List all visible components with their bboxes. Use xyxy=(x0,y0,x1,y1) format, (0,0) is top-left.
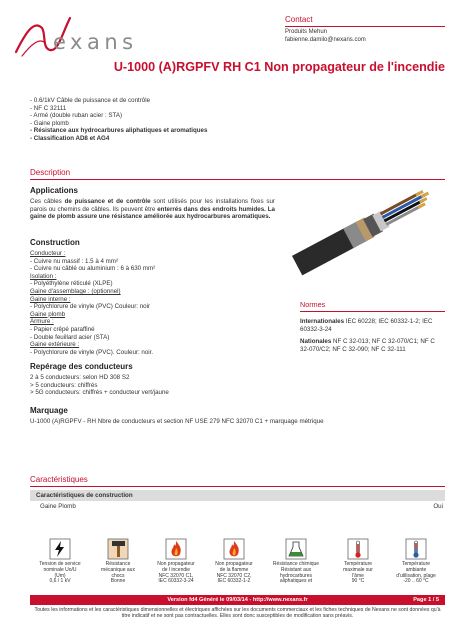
normes-box xyxy=(300,300,445,353)
row-label: Gaine Plomb xyxy=(40,503,76,510)
normes-internationales: Internationales IEC 60228; IEC 60332-1-2; IEC 60332-3-24 xyxy=(300,318,433,333)
contact-title: Contact xyxy=(285,15,313,24)
icon-cell-incendie: Non propagateur de l incendie NFC 32070 C1, IEC 60332-3-24 xyxy=(150,538,202,585)
footer-bar xyxy=(30,595,445,605)
flame-icon xyxy=(223,538,245,560)
applications-text: Ces câbles de puissance et de contrôle sont utilisés pour les installations fixes sur parois ou chemins de câbles. Ils peuvent être enterrés dans des endroits humides. La gaine de plomb assure une résistance améliorée aux hydrocarbures aromatiques. xyxy=(30,198,275,221)
disclaimer: Toutes les informations et les caractéristiques dimensionnelles et électriques affichées sur les documents commerciaux et les fiches techniques de Nexans ne sont données qu'à titre indicatif et ne sont pas contractuelles. Elles sont donc susceptibles de modification sans préavis. xyxy=(34,607,441,620)
contact-email[interactable]: fabienne.damilo@nexans.com xyxy=(285,36,366,43)
icon-cell-flamme: Non propagateur de la flamme NFC 32070 C2, IEC 60332-1-2 xyxy=(208,538,260,585)
caracteristiques-section-title: Caractéristiques xyxy=(30,475,88,484)
marquage-text: U-1000 (A)RGPFV - RH Nbre de conducteurs et section NF USE 279 NFC 32070 C1 + marquage métrique xyxy=(30,418,324,425)
footer-version[interactable]: Version fd4 Généré le 09/03/14 - http://www.nexans.fr xyxy=(167,597,308,603)
feature-item: - Armé (double ruban acier : STA) xyxy=(30,112,123,120)
feature-item: - 0.6/1kV Câble de puissance et de contrôle xyxy=(30,97,151,104)
icon-cell-chimique: Résistance chimique Résistant aux hydrocarbures aliphatiques et xyxy=(270,538,322,585)
feature-item: - Résistance aux hydrocarbures aliphatiques et aromatiques xyxy=(30,127,208,135)
icon-cell-chocs: Résistance mécanique aux chocs Bonne xyxy=(92,538,144,585)
feature-item: - Classification AD8 et AG4 xyxy=(30,134,110,142)
description-section-title: Description xyxy=(30,168,71,177)
thermometer-range-icon xyxy=(405,538,427,560)
normes-title: Normes xyxy=(300,300,326,309)
icons-band xyxy=(30,538,445,594)
caracteristiques-divider xyxy=(30,486,445,487)
logo-text: exans xyxy=(53,30,138,54)
lightning-icon xyxy=(49,538,71,560)
applications-title: Applications xyxy=(30,186,79,195)
feature-list xyxy=(30,97,330,143)
normes-nationales: Nationales NF C 32-013; NF C 32-070/C1; NF C 32-070/C2; NF C 32-090; NF C 32-111 xyxy=(300,338,435,353)
contact-box xyxy=(285,15,445,44)
marquage-title: Marquage xyxy=(30,406,68,415)
product-title: U-1000 (A)RGPFV RH C1 Non propagateur de l'incendie xyxy=(113,60,445,74)
feature-item: - Gaine plomb xyxy=(30,119,69,127)
icon-cell-temp-max: Température maximale sur l'âme 90 °C xyxy=(332,538,384,585)
caracteristiques-row xyxy=(30,503,445,510)
hammer-icon xyxy=(107,538,129,560)
page-number: Page 1 / 5 xyxy=(413,597,439,603)
reperage-list: 2 à 5 conducteurs: selon HD 308 S2 > 5 conducteurs: chiffrés > 5G conducteurs: chiffrés + conducteur vert/jaune xyxy=(30,374,169,397)
contact-company: Produits Mehun xyxy=(285,29,328,35)
feature-item: - NF C 32111 xyxy=(30,104,67,112)
reperage-title: Repérage des conducteurs xyxy=(30,362,133,371)
icon-cell-tension: Tension de service nominale Uo/U (Um) 0,6 / 1 kV xyxy=(34,538,86,585)
thermometer-hot-icon xyxy=(347,538,369,560)
flame-icon xyxy=(165,538,187,560)
construction-list: Conducteur : - Cuivre nu massif : 1.5 à 4 mm² - Cuivre nu câblé ou aluminium : 6 à 630 mm² Isolation : - Polyéthylène réticulé (XLPE) Gaine d'assemblage : (optionnel) Gaine interne : - Polychlorure de vinyle (PVC) Couleur: noir Gaine plomb Armure : - Papier crêpé paraffiné - Double feuillard acier (STA) Gaine extérieure : - Polychlorure de vinyle (PVC). Couleur: noir. xyxy=(30,250,156,356)
icon-cell-temp-ambiante: Température ambiante d'utilisation, plage -20 .. 60 °C xyxy=(390,538,442,585)
contact-divider xyxy=(285,26,445,27)
row-value: Oui xyxy=(433,503,443,510)
caracteristiques-header: Caractéristiques de construction xyxy=(30,490,445,501)
chemical-icon xyxy=(285,538,307,560)
construction-title: Construction xyxy=(30,238,80,247)
cable-illustration xyxy=(280,180,445,280)
